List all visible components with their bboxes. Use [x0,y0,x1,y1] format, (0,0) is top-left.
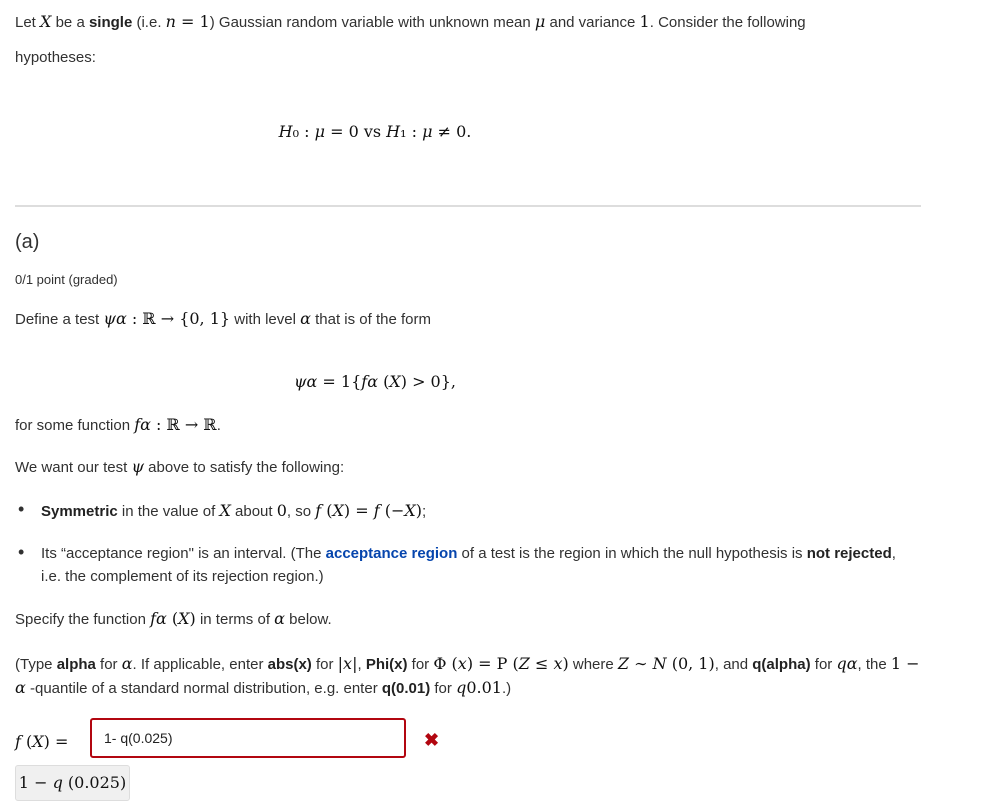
math-segment: q [456,678,467,697]
math-segment: ψ [131,457,144,476]
text-segment: below. [284,611,332,628]
math-segment: ( [166,609,179,628]
math-segment: ) > 0}, [400,372,456,391]
math-segment: (0.025) [62,773,127,792]
divider [15,205,921,207]
math-segment: q [52,773,63,792]
text-segment: not rejected [806,545,892,562]
text-segment: . [216,417,221,434]
text-segment: Symmetric [41,503,118,520]
text-segment: . If applicable, enter [132,656,268,673]
math-segment: (0, 1) [666,654,715,673]
math-segment: : ℝ → ℝ [150,415,217,434]
text-segment: We want our test [15,459,132,476]
math-segment: μ [422,122,433,141]
incorrect-icon: ✖ [424,730,440,750]
math-segment: α [121,654,133,673]
text-segment: ; [422,503,427,520]
text-segment: for [95,656,122,673]
bullet-symmetric [41,499,914,523]
text-segment: single [88,14,133,31]
math-segment: α [115,309,127,328]
specify-text [15,607,914,631]
text-segment: about [230,503,277,520]
math-segment: ) [189,609,196,628]
test-equation [0,372,750,391]
text-segment: hypotheses: [15,49,96,66]
math-segment: α [274,609,285,628]
define-text [15,307,914,331]
math-segment: f [150,609,157,628]
math-segment: H [386,122,401,141]
for-some-text [15,413,914,437]
text-segment: .) [501,680,512,697]
text-segment: q(alpha) [752,656,811,673]
math-segment: f [373,501,380,520]
math-segment: = 1 [175,12,210,31]
text-segment: q(0.01) [381,680,431,697]
text-segment: Phi(x) [365,656,408,673]
answer-preview [15,765,130,801]
math-segment: (− [379,501,405,520]
math-segment: Z [518,654,530,673]
bullet-acceptance [41,542,909,588]
math-segment: x [457,654,467,673]
text-segment: -quantile of a standard normal distribution, e.g. enter [25,680,382,697]
math-segment: ≠ 0. [432,122,472,141]
math-segment: ψ [103,309,116,328]
text-segment: Let [15,14,41,31]
math-segment: μ [314,122,325,141]
math-segment: X [40,12,52,31]
intro-text [15,10,914,34]
math-segment: X [32,732,44,751]
math-segment: Z [617,654,630,673]
math-segment: N [652,654,667,673]
math-segment: f [15,732,21,751]
text-segment: with level [230,311,301,328]
math-segment: α [306,372,318,391]
text-segment: , [357,656,366,673]
points-label: 0/1 point (graded) [15,272,118,287]
math-segment: | [352,654,358,673]
math-segment: X [219,501,231,520]
text-segment: Specify the function [15,611,151,628]
math-segment: X [178,609,190,628]
math-segment: ) = [343,501,374,520]
text-segment: for [311,656,338,673]
math-segment: ) = [43,732,69,751]
math-segment: n [165,12,176,31]
math-segment: : ℝ → {0, 1} [126,309,231,328]
text-segment: , and [714,656,753,673]
math-segment: x [553,654,563,673]
hypotheses-equation [0,122,750,141]
text-segment: for some function [15,417,135,434]
text-segment: above to satisfy the following: [144,459,345,476]
math-segment: ₀ : [292,122,315,141]
math-segment: ) [415,501,423,520]
answer-input[interactable] [90,718,406,758]
text-segment: , the [857,656,891,673]
text-segment: that is of the form [310,311,431,328]
text-segment: for [430,680,457,697]
math-segment: 1 [639,12,650,31]
hint-text [15,652,924,700]
math-segment: X [404,501,416,520]
text-segment: (Type [15,656,57,673]
math-segment: ( [378,372,390,391]
intro-text-cont [15,46,914,69]
math-segment: X [389,372,401,391]
math-segment: α [156,609,167,628]
math-segment: 0 [276,501,287,520]
math-segment: ) [562,654,569,673]
math-segment: ( [321,501,333,520]
text-segment: abs(x) [267,656,312,673]
math-segment: Φ ( [433,654,458,673]
text-segment: alpha [56,656,96,673]
math-segment: α [140,415,151,434]
text-segment: and variance [545,14,640,31]
math-segment: f [134,415,141,434]
math-segment: X [332,501,344,520]
math-segment: 1 − [18,773,53,792]
part-title: (a) [15,231,40,253]
text-segment: in terms of [195,611,275,628]
text-segment: (i.e. [132,14,166,31]
math-segment: μ [534,12,546,31]
text-segment: ) Gaussian random variable with unknown mean [209,14,535,31]
math-segment: ( [20,732,33,751]
math-segment: ∼ [629,654,653,673]
text-segment: for [407,656,434,673]
text-segment: Define a test [15,311,104,328]
math-segment: α [367,372,379,391]
text-segment: , so [286,503,316,520]
text-segment: Its “acceptance region" is an interval. (The [41,545,326,562]
text-segment: be a [51,14,89,31]
bullet-icon: • [18,499,25,519]
math-segment: f [361,372,368,391]
math-segment: H [278,122,293,141]
text-segment: in the value of [117,503,220,520]
math-segment: 0.01 [466,678,502,697]
text-segment: for [810,656,837,673]
want-text [15,455,914,479]
math-segment: f [315,501,322,520]
math-segment: ≤ [529,654,554,673]
bullet-icon: • [18,542,25,562]
math-segment: x [343,654,353,673]
math-segment: ) = P ( [466,654,519,673]
text-segment: of a test is the region in which the null hypothesis is [457,545,807,562]
math-segment: α [300,309,311,328]
math-segment: ₁ : [400,122,423,141]
math-segment: q [836,654,847,673]
text-segment: , i.e. the complement of its rejection region.) [41,545,896,585]
math-segment: α [846,654,858,673]
math-segment: = 1{ [317,372,362,391]
math-segment: ψ [293,372,307,391]
text-segment: where [568,656,618,673]
math-segment: 1 − [890,654,920,673]
math-segment: α [15,678,26,697]
text-segment: . Consider the following [649,14,806,31]
math-segment: | [337,654,344,673]
acceptance-region-link[interactable]: acceptance region [325,545,458,562]
math-segment: = 0 vs [324,122,387,141]
